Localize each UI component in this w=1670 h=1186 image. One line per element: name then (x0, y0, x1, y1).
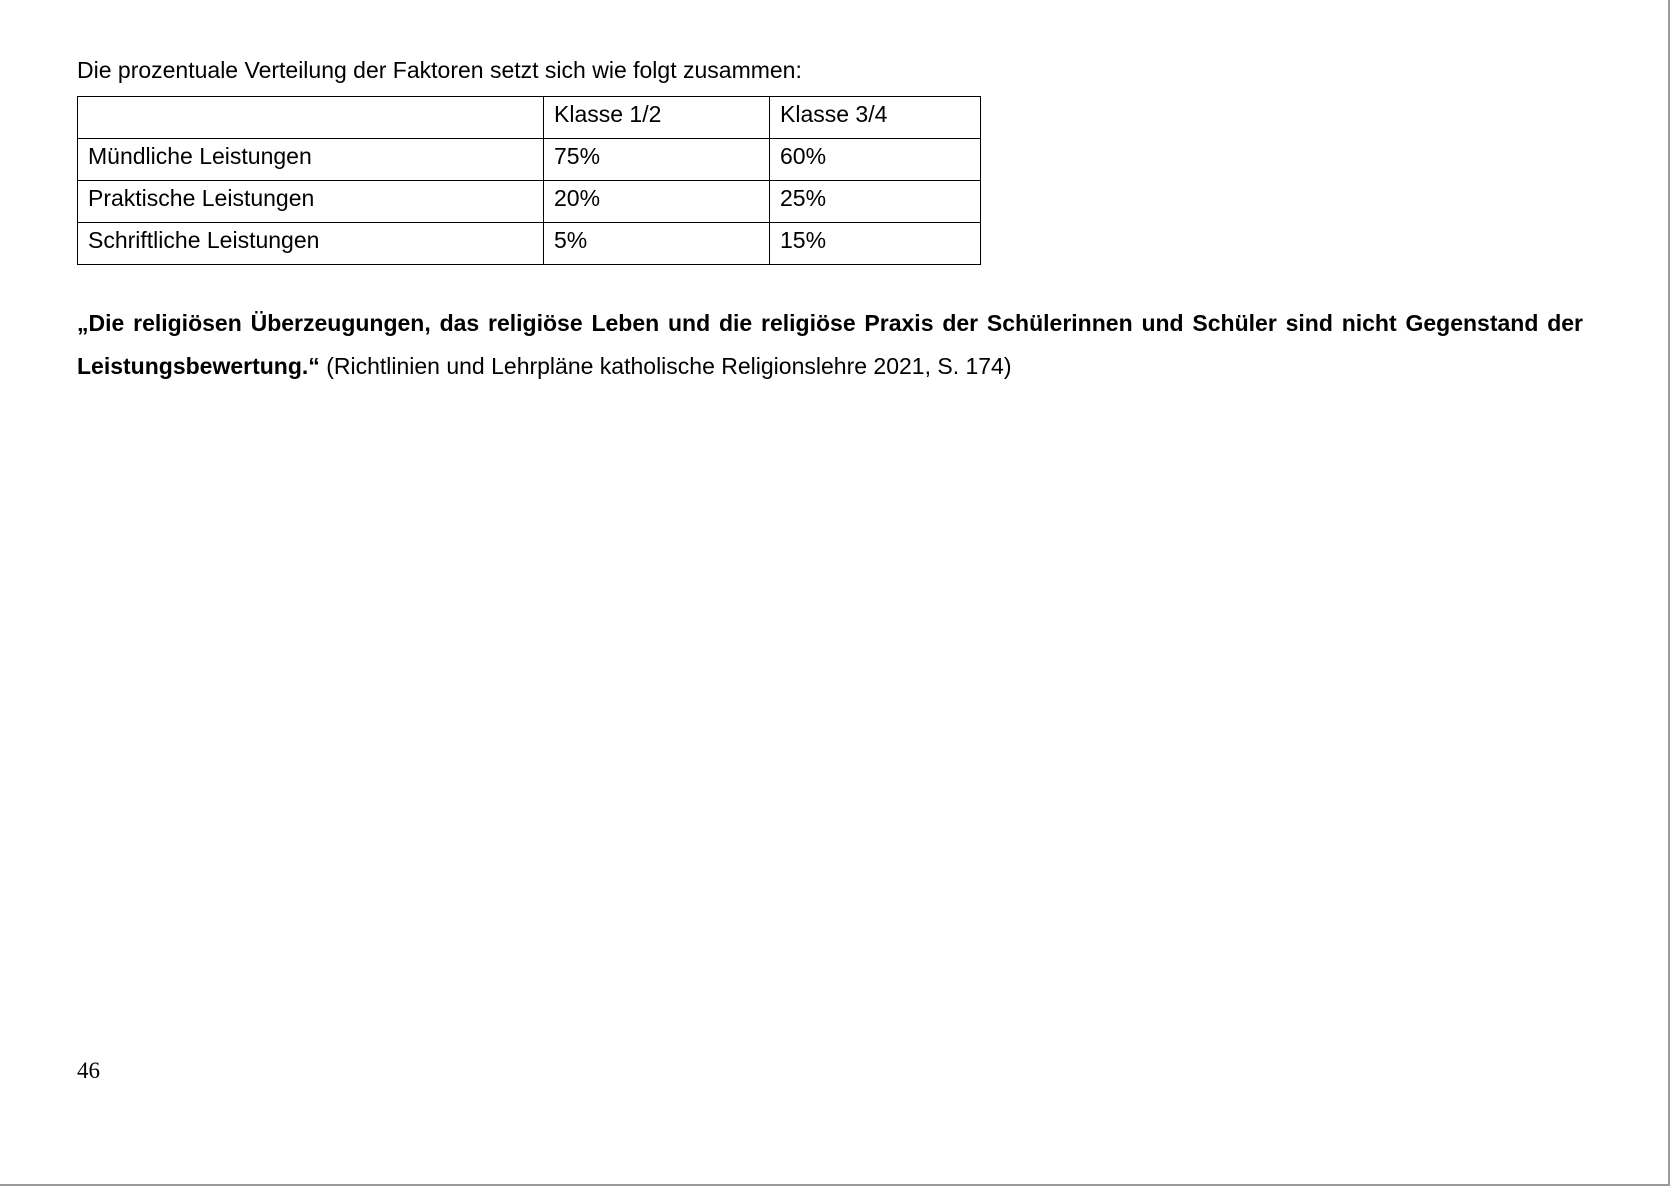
quote-citation: (Richtlinien und Lehrpläne katholische Religionslehre 2021, S. 174) (326, 353, 1012, 379)
table-header-cell: Klasse 3/4 (770, 97, 981, 139)
quote-text: „Die religiösen Überzeugungen, das religiöse Leben und die religiöse Praxis der Schülerinnen und Schüler sind nicht Gegenstand der Leistungsbewertung.“ (77, 310, 1583, 379)
page-number: 46 (77, 1058, 100, 1083)
table-cell-value: 75% (544, 139, 770, 181)
table-row (78, 223, 981, 265)
factor-distribution-table (77, 96, 981, 265)
table-cell-value: 5% (544, 223, 770, 265)
table-cell-factor: Praktische Leistungen (78, 181, 544, 223)
table-cell-value: 25% (770, 181, 981, 223)
table-row (78, 139, 981, 181)
table-cell-factor: Mündliche Leistungen (78, 139, 544, 181)
table-cell-value: 60% (770, 139, 981, 181)
table-header-cell: Klasse 1/2 (544, 97, 770, 139)
table-header-row (78, 97, 981, 139)
table-cell-factor: Schriftliche Leistungen (78, 223, 544, 265)
intro-paragraph: Die prozentuale Verteilung der Faktoren setzt sich wie folgt zusammen: (77, 57, 802, 83)
quote-paragraph (77, 302, 1583, 388)
table-cell-value: 15% (770, 223, 981, 265)
table-row (78, 181, 981, 223)
table-header-cell (78, 97, 544, 139)
table-cell-value: 20% (544, 181, 770, 223)
